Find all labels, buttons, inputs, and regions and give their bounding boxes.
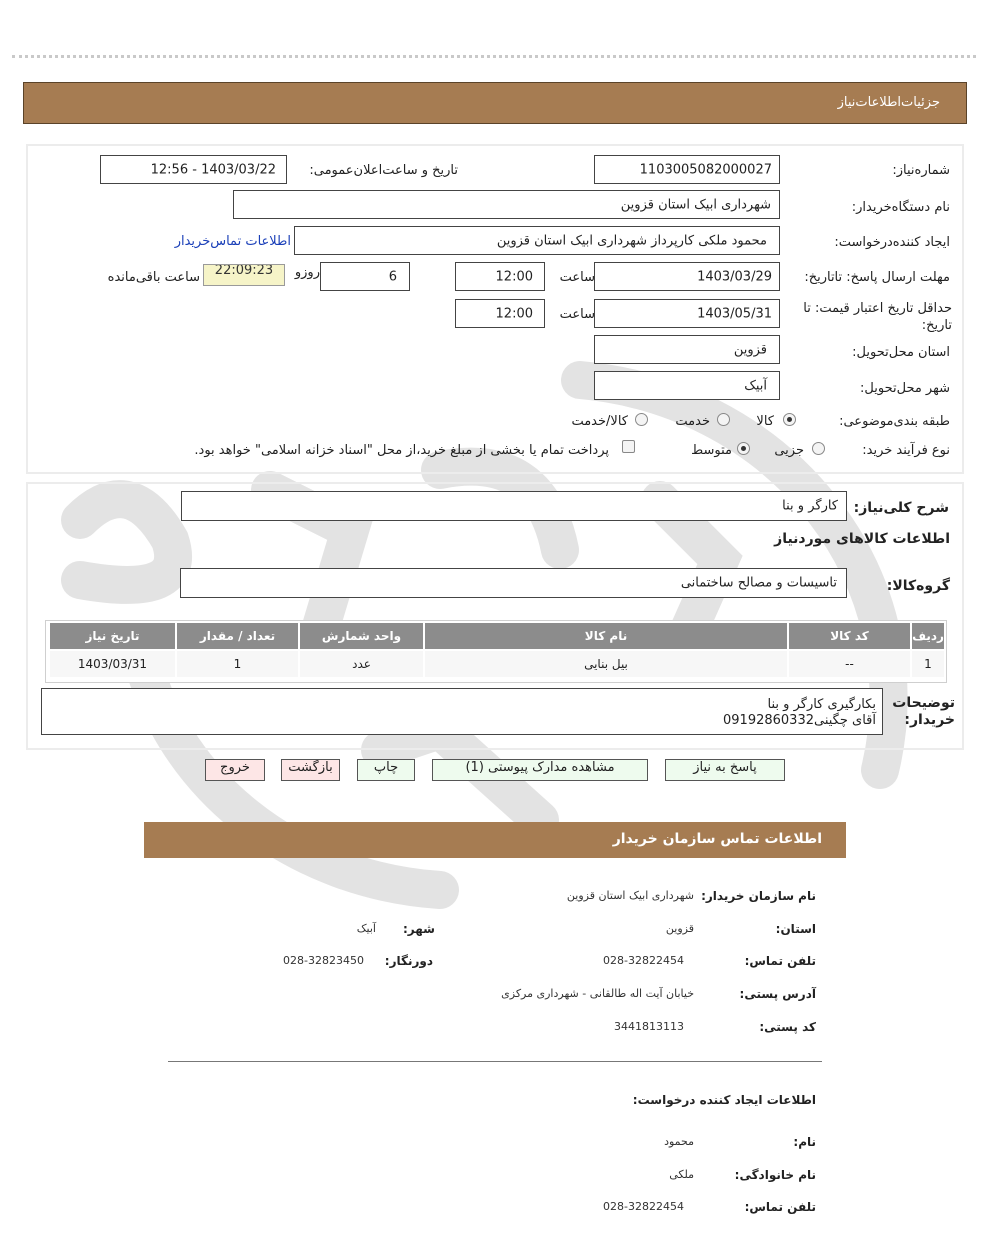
announce-field: 1403/03/22 - 12:56	[100, 155, 287, 184]
creator-label: ایجاد کننده‌درخواست:	[834, 235, 950, 250]
group-label: گروه‌کالا:	[886, 578, 950, 594]
page-title: جزئیات‌اطلاعات‌نیاز	[837, 95, 940, 110]
items-table-header-row	[50, 623, 944, 649]
province-field: قزوین	[594, 335, 780, 364]
creator-phone-label: تلفن تماس:	[744, 1200, 816, 1214]
items-table	[48, 621, 946, 679]
need-number-label: شماره‌نیاز:	[892, 163, 950, 178]
contact-phone-label: تلفن تماس:	[744, 954, 816, 968]
contact-city-label: شهر:	[403, 922, 435, 936]
remaining-label: ساعت باقی‌مانده	[107, 270, 200, 285]
buyer-org-field: شهرداری ابیک استان قزوین	[233, 190, 780, 219]
reply-button[interactable]: پاسخ به نیاز	[665, 759, 785, 781]
contact-fax-value: 028-32823450	[283, 954, 364, 967]
contact-divider	[168, 1061, 822, 1062]
notes-line-1: بکارگیری کارگر و بنا	[767, 697, 876, 712]
validity-time-label: ساعت	[559, 307, 595, 322]
contact-postal-label: کد پستی:	[759, 1020, 816, 1034]
cell-row: 1	[912, 651, 944, 677]
col-code-header: کد کالا	[789, 623, 910, 649]
col-unit-header: واحد شمارش	[300, 623, 423, 649]
top-dotted-separator	[12, 55, 976, 58]
contact-address-value: خیابان آیت اله طالقانی - شهرداری مرکزی	[501, 987, 694, 1000]
creator-info-heading: اطلاعات ایجاد کننده درخواست:	[632, 1093, 816, 1107]
process-radio-minor[interactable]	[812, 442, 825, 455]
contact-org-label: نام سازمان خریدار:	[701, 889, 816, 903]
category-option-both: کالا/خدمت	[571, 414, 628, 429]
buyer-contact-link[interactable]: اطلاعات تماس‌خریدار	[174, 234, 291, 249]
desc-label: شرح کلی‌نیاز:	[853, 500, 949, 516]
cell-name: بیل بنایی	[425, 651, 787, 677]
attachments-button[interactable]: مشاهده مدارک پیوستی (1)	[432, 759, 648, 781]
contact-address-label: آدرس پستی:	[739, 987, 816, 1001]
validity-label: حداقل تاریخ اعتبار قیمت: تا تاریخ:	[803, 301, 952, 333]
contact-phone-value: 028-32822454	[603, 954, 684, 967]
city-field: آبیک	[594, 371, 780, 400]
contact-province-value: قزوین	[665, 922, 694, 935]
col-qty-header: تعداد / مقدار	[177, 623, 298, 649]
cell-unit: عدد	[300, 651, 423, 677]
cell-date: 1403/03/31	[50, 651, 175, 677]
page-header	[23, 82, 967, 124]
category-label: طبقه بندی‌موضوعی:	[839, 414, 950, 429]
contact-city-value: آبیک	[356, 922, 376, 935]
need-number-field: 1103005082000027	[594, 155, 780, 184]
treasury-payment-text: پرداخت تمام یا بخشی از مبلغ خرید،از محل "اسناد خزانه اسلامی" خواهد بود.	[194, 443, 609, 458]
contact-org-value: شهرداری ابیک استان قزوین	[566, 889, 694, 902]
buyer-org-label: نام دستگاه‌خریدار:	[851, 200, 950, 215]
col-row-header: ردیف	[912, 623, 944, 649]
creator-phone-value: 028-32822454	[603, 1200, 684, 1213]
back-button[interactable]: بازگشت	[281, 759, 340, 781]
validity-date-field: 1403/05/31	[594, 299, 780, 328]
cell-qty: 1	[177, 651, 298, 677]
creator-name-label: نام:	[793, 1135, 816, 1149]
group-field: تاسیسات و مصالح ساختمانی	[180, 568, 847, 598]
creator-name-value: محمود	[664, 1135, 694, 1148]
creator-field: محمود ملکی کارپرداز شهرداری ابیک استان قزوین	[294, 226, 780, 255]
days-field: 6	[320, 262, 410, 291]
creator-family-label: نام خانوادگی:	[734, 1168, 816, 1182]
category-radio-goods[interactable]	[783, 413, 796, 426]
contact-province-label: استان:	[775, 922, 816, 936]
contact-title: اطلاعات تماس سازمان خریدار	[612, 831, 822, 847]
announce-label: تاریخ و ساعت‌اعلان‌عمومی:	[309, 163, 458, 178]
process-label: نوع فرآیند خرید:	[862, 443, 950, 458]
contact-fax-label: دورنگار:	[384, 954, 433, 968]
category-radio-service[interactable]	[717, 413, 730, 426]
deadline-time-label: ساعت	[559, 270, 595, 285]
deadline-label: مهلت ارسال پاسخ: تاتاریخ:	[804, 270, 950, 285]
validity-time-field: 12:00	[455, 299, 545, 328]
process-option-minor: جزیی	[774, 443, 804, 458]
cell-code: --	[789, 651, 910, 677]
table-row	[50, 651, 944, 677]
process-radio-medium[interactable]	[737, 442, 750, 455]
category-radio-both[interactable]	[635, 413, 648, 426]
contact-postal-value: 3441813113	[614, 1020, 684, 1033]
notes-line-2: آقای چگینی09192860332	[723, 713, 876, 728]
notes-field	[41, 688, 883, 735]
contact-header	[144, 822, 846, 858]
notes-label: توضیحات خریدار:	[892, 695, 955, 728]
desc-field: کارگر و بنا	[181, 491, 847, 521]
days-label: روزو	[294, 265, 320, 280]
deadline-date-field: 1403/03/29	[594, 262, 780, 291]
exit-button[interactable]: خروج	[205, 759, 265, 781]
process-option-medium: متوسط	[691, 443, 732, 458]
deadline-time-field: 12:00	[455, 262, 545, 291]
col-date-header: تاریخ نیاز	[50, 623, 175, 649]
creator-family-value: ملکی	[669, 1168, 694, 1181]
category-option-goods: کالا	[756, 414, 774, 429]
print-button[interactable]: چاپ	[357, 759, 415, 781]
category-option-service: خدمت	[675, 414, 710, 429]
city-label: شهر محل‌تحویل:	[860, 381, 950, 396]
goods-heading: اطلاعات کالاهای مورد‌نیاز	[774, 531, 950, 547]
items-table-wrap	[45, 620, 947, 683]
treasury-payment-checkbox[interactable]	[622, 440, 635, 453]
col-name-header: نام کالا	[425, 623, 787, 649]
remaining-timer: 22:09:23	[203, 264, 285, 286]
province-label: استان محل‌تحویل:	[852, 345, 950, 360]
